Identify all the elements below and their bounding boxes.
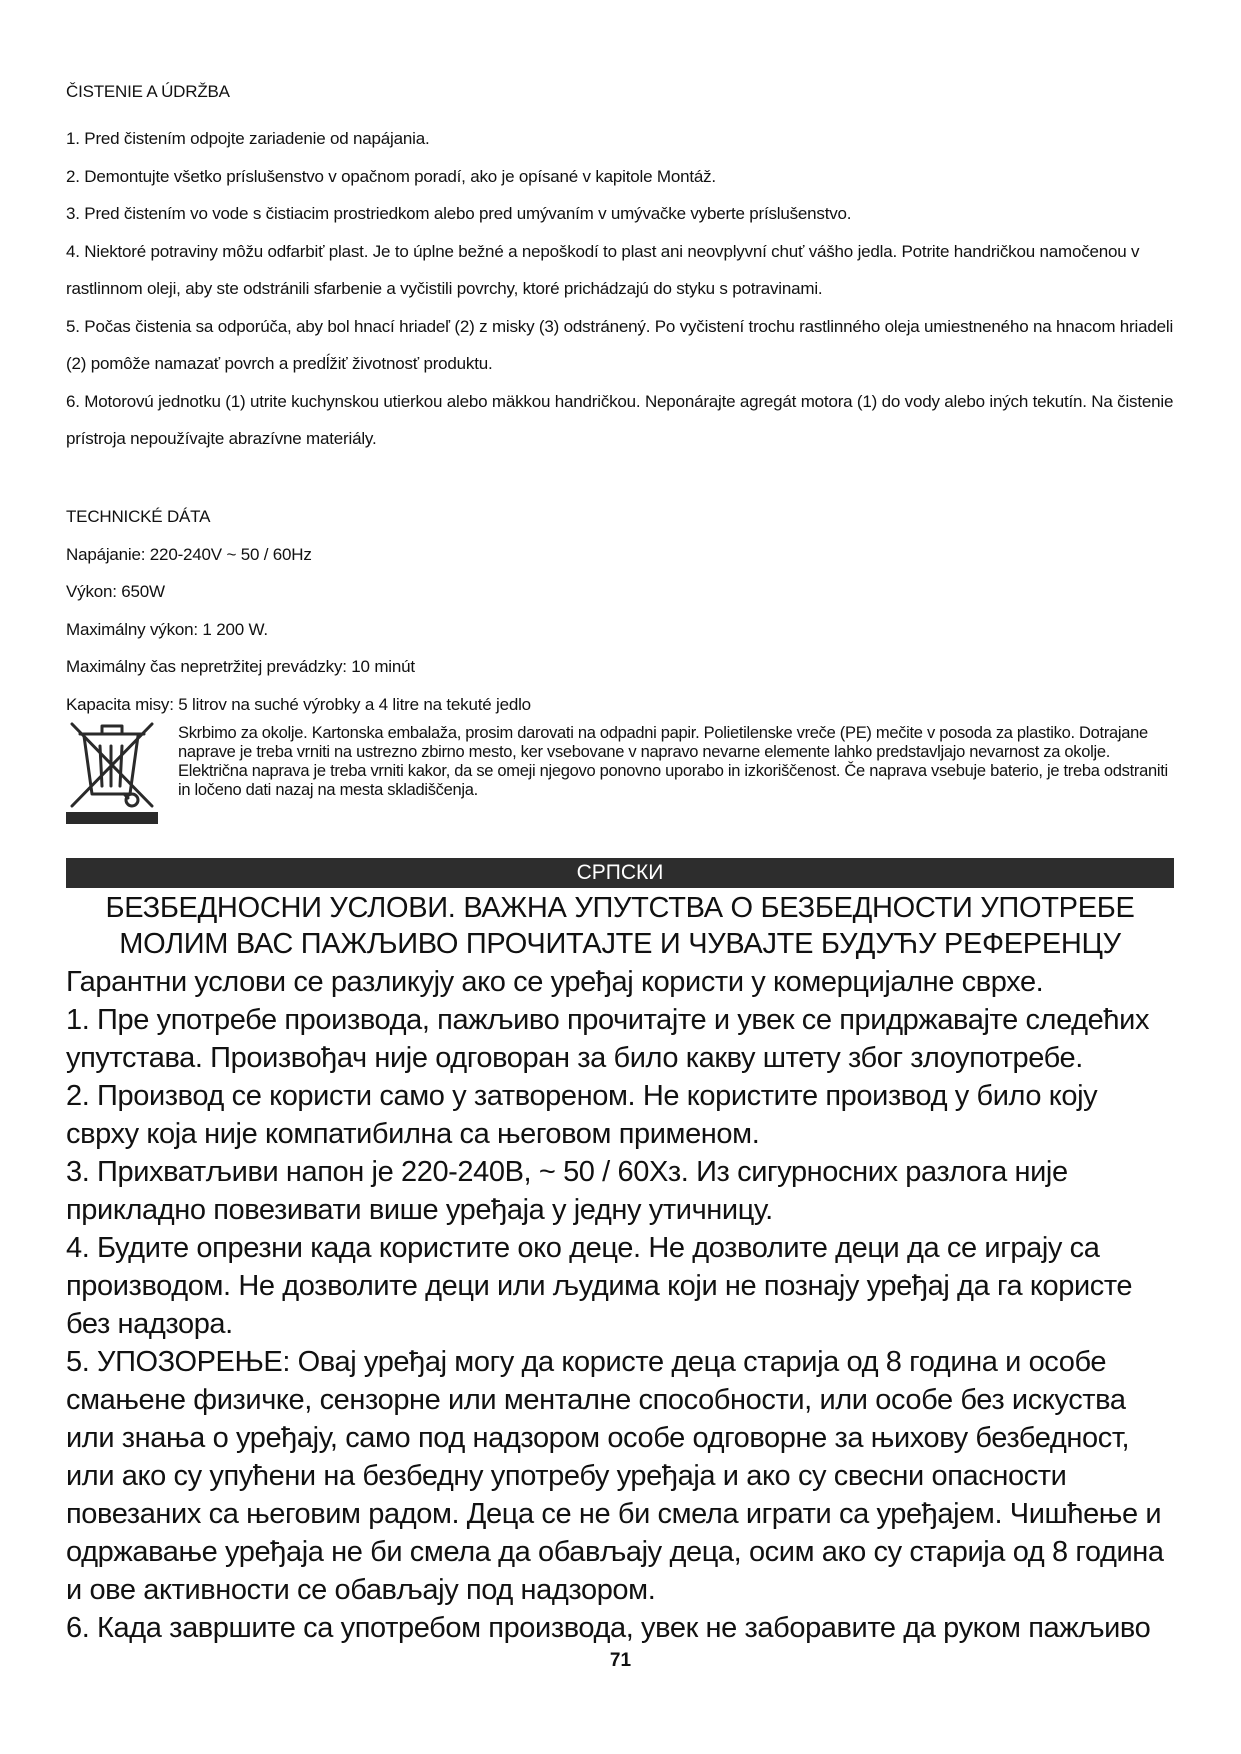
technical-data-section: [66, 498, 531, 723]
cleaning-item: 3. Pred čistením vo vode s čistiacim prostriedkom alebo pred umývaním v umývačke vyberte príslušenstvo.: [66, 204, 852, 223]
safety-paragraph: 5. УПОЗОРЕЊЕ: Овај уређај могу да користе деца старија од 8 година и особе смањене физичке, сензорне или менталне способности, или особе без искуства или знања о уређају, само под надзором особе одговорне за њихову безбедност, или ако су упућени на безбедну употребу уређаја и ако су свесни опасности повезаних са његовим радом. Деца се не би смела играти са уређајем. Чишћење и одржавање уређаја не би смела да обављају деца, осим ако су старија од 8 година и ове активности се обављају под надзором.: [66, 1346, 1164, 1606]
safety-paragraph: 2. Производ се користи само у затвореном. Не користите производ у било коју сврху која није компатибилна са његовом применом.: [66, 1080, 1098, 1150]
technical-data-item: Kapacita misy: 5 litrov na suché výrobky a 4 litre na tekuté jedlo: [66, 694, 531, 714]
safety-heading-line-1: БЕЗБЕДНОСНИ УСЛОВИ. ВАЖНА УПУТСТВА О БЕЗБЕДНОСТИ УПОТРЕБЕ: [105, 892, 1135, 924]
cleaning-item: 2. Demontujte všetko príslušenstvo v opačnom poradí, ako je opísané v kapitole Montáž.: [66, 166, 716, 186]
safety-paragraph: 6. Када завршите са употребом производа, увек не заборавите да руком пажљиво: [66, 1612, 1151, 1644]
cleaning-item: 4. Niektoré potraviny môžu odfarbiť plast. Je to úplne bežné a nepoškodí to plast ani neovplyvní chuť vášho jedla. Potrite handričkou namočenou v rastlinnom oleji, aby ste odstránili sfarbenie a vyčistili povrchy, ktoré prichádzajú do styku s potravinami.: [66, 241, 1140, 298]
safety-paragraph: 4. Будите опрезни када користите око деце. Не дозволите деци да се играју са производом. Не дозволите деци или људима који не познају уређај да га користе без надзора.: [66, 1232, 1133, 1340]
technical-data-item: Napájanie: 220-240V ~ 50 / 60Hz: [66, 544, 312, 564]
technical-data-title: TECHNICKÉ DÁTA: [66, 507, 211, 526]
cleaning-section-title: ČISTENIE A ÚDRŽBA: [66, 82, 230, 101]
cleaning-item: 6. Motorovú jednotku (1) utrite kuchynskou utierkou alebo mäkkou handričkou. Neponárajte agregát motora (1) do vody alebo iných tekutín. Na čistenie prístroja nepoužívajte abrazívne materiály.: [66, 391, 1174, 448]
crossed-out-wheelie-bin-icon: [66, 720, 158, 824]
weee-disposal-notice: Skrbimo za okolje. Kartonska embalaža, prosim darovati na odpadni papir. Polietilenske vreče (PE) mečite v posoda za plastiko. Dotrajane naprave je treba vrniti na ustrezno zbirno mesto, ker vsebovane v napravo nevarne elemente lahko predstavljajo nevarnost za okolje. Električna naprava je treba vrniti kakor, da se omeji njegovo ponovno uporabo in izkoriščenost. Če naprava vsebuje baterio, je treba odstraniti in ločeno dati nazaj na mesta skladiščenja.: [178, 724, 1168, 799]
technical-data-item: Maximálny výkon: 1 200 W.: [66, 619, 268, 639]
safety-paragraph: Гарантни услови се разликују ако се уређај користи у комерцијалне сврхе.: [66, 966, 1044, 998]
page-number: 71: [609, 1650, 632, 1671]
cleaning-item: 5. Počas čistenia sa odporúča, aby bol hnací hriadeľ (2) z misky (3) odstránený. Po vyčistení trochu rastlinného oleja umiestneného na hnacom hriadeli (2) pomôže namazať povrch a predĺžiť životnosť produktu.: [66, 316, 1174, 373]
safety-heading-line-2: МОЛИМ ВАС ПАЖЉИВО ПРОЧИТАЈТЕ И ЧУВАЈТЕ БУДУЋУ РЕФЕРЕНЦУ: [119, 928, 1121, 960]
technical-data-item: Maximálny čas nepretržitej prevádzky: 10 minút: [66, 657, 415, 676]
language-section-bar: СРПСКИ: [66, 858, 1174, 888]
cleaning-item: 1. Pred čistením odpojte zariadenie od napájania.: [66, 129, 430, 148]
technical-data-item: Výkon: 650W: [66, 582, 165, 601]
cleaning-instructions-list: [66, 120, 1176, 458]
safety-instructions-body: [66, 963, 1176, 1647]
safety-paragraph: 3. Прихватљиви напон је 220-240В, ~ 50 / 60Хз. Из сигурносних разлога није прикладно повезивати више уређаја у једну утичницу.: [66, 1156, 1068, 1226]
safety-paragraph: 1. Пре употребе производа, пажљиво прочитајте и увек се придржавајте следећих упутстава. Произвођач није одговоран за било какву штету због злоупотребе.: [66, 1004, 1150, 1074]
